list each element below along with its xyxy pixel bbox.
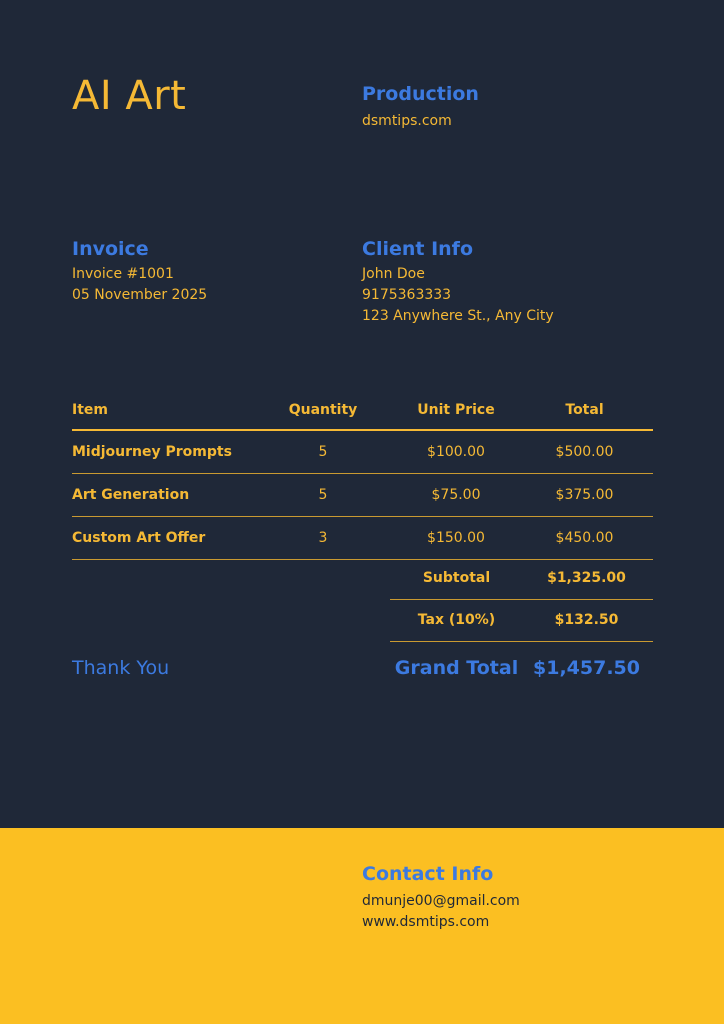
row-unit-price: $75.00 [396,474,516,517]
invoice-number: Invoice #1001 [72,266,174,282]
client-heading: Client Info [362,238,473,260]
invoice-block [72,237,207,306]
row-quantity: 5 [250,474,396,517]
thank-you-text: Thank You [72,657,170,679]
items-table [72,391,653,560]
header-item: Item [72,391,250,430]
grand-total-row [390,653,653,683]
row-total: $450.00 [516,517,653,560]
row-total: $375.00 [516,474,653,517]
client-address: 123 Anywhere St., Any City [362,308,554,324]
contact-email: dmunje00@gmail.com [362,893,520,909]
table-header-row [72,391,653,430]
contact-heading: Contact Info [362,863,494,885]
tax-value: $132.50 [554,612,619,628]
footer [0,828,724,1024]
table-row [72,517,653,560]
row-unit-price: $100.00 [396,430,516,474]
subtotal-row [390,557,653,600]
subtotal-value: $1,325.00 [547,570,626,586]
subtotal-label: Subtotal [422,570,491,586]
row-item: Art Generation [72,474,250,517]
grand-total-label: Grand Total [394,657,519,679]
client-name: John Doe [362,266,425,282]
contact-website: www.dsmtips.com [362,914,490,930]
brand-title: AI Art [72,73,187,119]
row-quantity: 5 [250,430,396,474]
invoice-date: 05 November 2025 [72,287,208,303]
row-total: $500.00 [516,430,653,474]
header-unit-price: Unit Price [396,391,516,430]
header-total: Total [516,391,653,430]
row-quantity: 3 [250,517,396,560]
row-unit-price: $150.00 [396,517,516,560]
tax-label: Tax (10%) [417,612,496,628]
row-item: Midjourney Prompts [72,430,250,474]
production-website: dsmtips.com [362,113,452,129]
table-row [72,474,653,517]
grand-total-value: $1,457.50 [533,657,640,679]
client-block [362,237,554,327]
client-phone: 9175363333 [362,287,452,303]
table-row [72,430,653,474]
production-heading: Production [362,83,479,105]
tax-row [390,599,653,642]
contact-block [362,862,520,933]
row-item: Custom Art Offer [72,517,250,560]
invoice-heading: Invoice [72,238,149,260]
header-quantity: Quantity [250,391,396,430]
production-block [362,82,479,132]
